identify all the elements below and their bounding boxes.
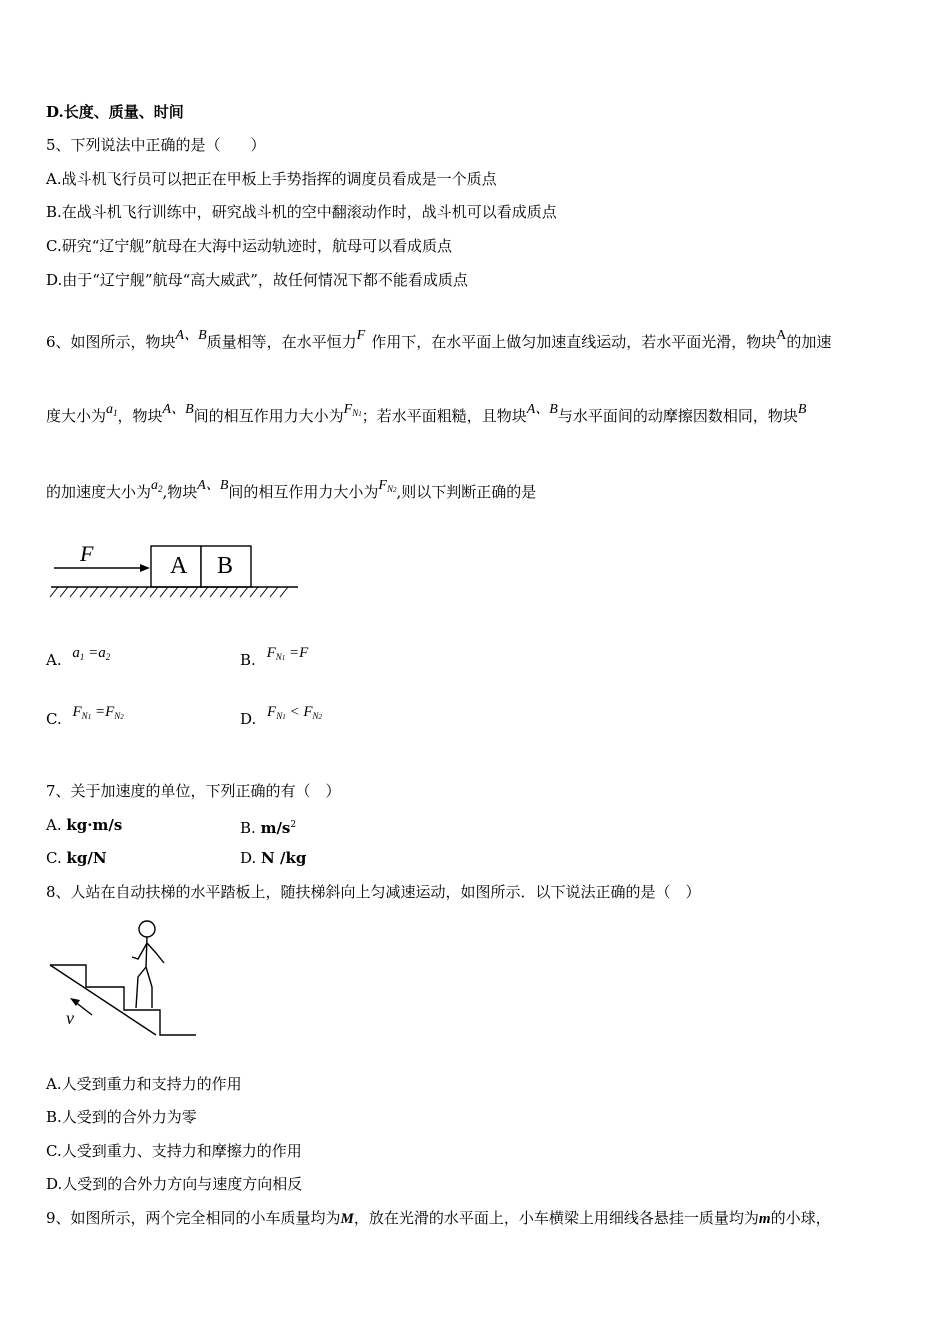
hatch-mark — [200, 587, 208, 597]
q7-option-c: C. kg/N — [46, 849, 107, 867]
hatch-mark — [270, 587, 278, 597]
q5-option-a: A.战斗机飞行员可以把正在甲板上手势指挥的调度员看成是一个质点 — [46, 170, 497, 188]
hatch-mark — [60, 587, 68, 597]
q6-option-c: C. $F_{N1} =F_{N2}$ — [46, 704, 124, 728]
q4-option-d: D.长度、质量、时间 — [46, 103, 184, 121]
hatch-mark — [140, 587, 148, 597]
q5-option-c: C.研究“辽宁舰”航母在大海中运动轨迹时，航母可以看成质点 — [46, 237, 453, 255]
q7-option-b: B. $m/s^2$ — [240, 819, 297, 837]
hatch-mark — [150, 587, 158, 597]
hatch-mark — [280, 587, 288, 597]
var-b: B — [797, 402, 807, 417]
hatch-mark — [100, 587, 108, 597]
q5-option-d: D.由于“辽宁舰”航母“高大威武”，故任何情况下都不能看成质点 — [46, 271, 468, 289]
hatch-mark — [240, 587, 248, 597]
force-arrow-head — [140, 564, 150, 572]
q9-stem-line-1: 9、如图所示，两个完全相同的小车质量均为M，放在光滑的水平面上，小车横梁上用细线各悬挂一质量均为m的小球， — [46, 1209, 831, 1227]
hatch-mark — [130, 587, 138, 597]
hatch-mark — [210, 587, 218, 597]
q8-option-a: A.人受到重力和支持力的作用 — [46, 1075, 242, 1093]
velocity-label: v — [66, 1008, 74, 1028]
q6-option-b: B. $F_{N1} =F$ — [240, 645, 309, 669]
force-label: F — [80, 541, 94, 566]
q8-figure-escalator — [46, 915, 206, 1040]
person-head — [139, 921, 155, 937]
hatch-mark — [230, 587, 238, 597]
q6-figure-blocks — [46, 535, 306, 605]
hatch-mark — [80, 587, 88, 597]
hatch-mark — [170, 587, 178, 597]
hatch-mark — [110, 587, 118, 597]
hatch-mark — [190, 587, 198, 597]
q8-stem: 8、人站在自动扶梯的水平踏板上，随扶梯斜向上匀减速运动，如图所示．以下说法正确的是（ ） — [46, 883, 701, 901]
hatch-mark — [260, 587, 268, 597]
hatch-mark — [250, 587, 258, 597]
hatch-mark — [90, 587, 98, 597]
q6-stem-line-2: 度大小为$^{a_1}$，物块$^{A、B}$间的相互作用力大小为$^{F_{N1}}$；若水平面粗糙，且物块$^{A、B}$与水平面间的动摩擦因数相同，物块$^B$ — [46, 402, 807, 425]
var-a1: a1 — [106, 402, 118, 418]
q8-option-d: D.人受到的合外力方向与速度方向相反 — [46, 1175, 303, 1193]
q6-option-d: D. $F_{N1} < F_{N2}$ — [240, 704, 323, 728]
ground-hatching — [50, 587, 288, 597]
hatch-mark — [120, 587, 128, 597]
hatch-mark — [70, 587, 78, 597]
q7-option-a: A. kg·m/s — [46, 816, 123, 834]
q8-option-b: B.人受到的合外力为零 — [46, 1108, 197, 1126]
q8-option-c: C.人受到重力、支持力和摩擦力的作用 — [46, 1142, 302, 1160]
q7-option-d: D. N /kg — [240, 849, 307, 867]
var-a: A — [776, 328, 787, 343]
q7-stem: 7、关于加速度的单位，下列正确的有（ ） — [46, 782, 341, 800]
person-left-arm — [132, 943, 147, 959]
q6-stem-line-3: 的加速度大小为$^{a_2}$,物块$^{A、B}$间的相互作用力大小为$^{F_{N2}}$,则以下判断正确的是 — [46, 478, 537, 501]
q6-option-a: A. $a_1 =a_2$ — [46, 645, 111, 669]
var-fn2: FN2 — [378, 478, 397, 494]
var-f: F — [356, 328, 366, 343]
person-right-arm — [147, 943, 164, 963]
person-body — [146, 937, 147, 967]
hatch-mark — [180, 587, 188, 597]
block-a-label: A — [170, 553, 188, 579]
q5-option-b: B.在战斗机飞行训练中，研究战斗机的空中翻滚动作时，战斗机可以看成质点 — [46, 203, 557, 221]
var-fn1: FN1 — [343, 402, 362, 418]
hatch-mark — [220, 587, 228, 597]
var-a2: a2 — [151, 478, 163, 494]
person-left-leg — [136, 967, 146, 1008]
hatch-mark — [50, 587, 58, 597]
block-b-label: B — [217, 553, 234, 579]
hatch-mark — [160, 587, 168, 597]
person-right-leg — [146, 967, 152, 1008]
var-ab: A、B — [175, 328, 207, 343]
q5-stem: 5、下列说法中正确的是（ ） — [46, 136, 266, 154]
q6-stem-line-1: 6、如图所示，物块$^{A、B}$质量相等，在水平恒力$^F$ 作用下，在水平面上做匀加速直线运动，若水平面光滑，物块$^A$的加速 — [46, 328, 832, 351]
